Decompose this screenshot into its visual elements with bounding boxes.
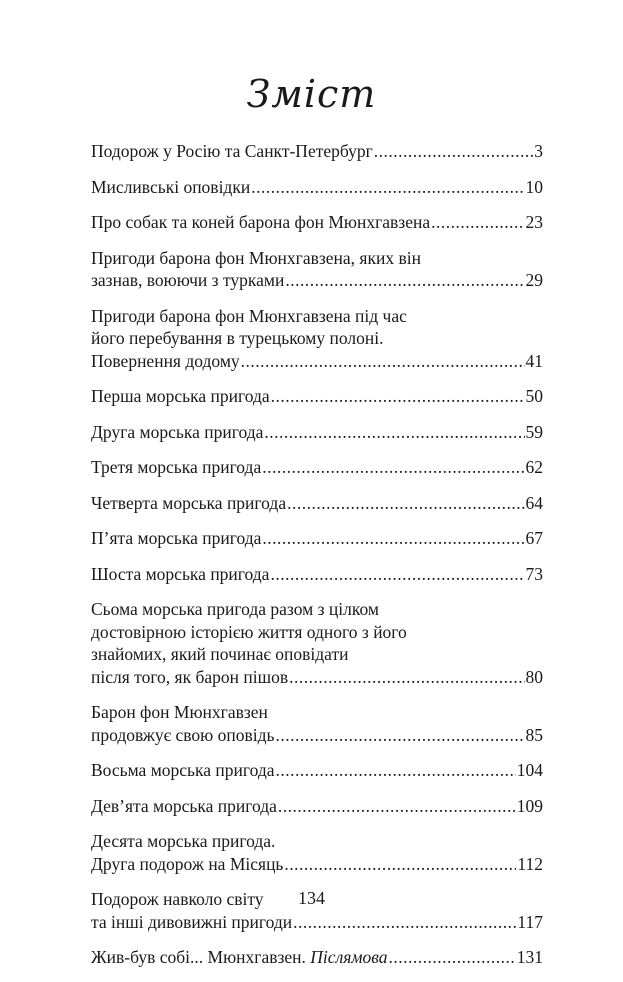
toc-entry-title-text: Четверта морська пригода xyxy=(91,492,287,513)
toc-leader-dots xyxy=(262,456,524,479)
toc-entry xyxy=(91,598,543,688)
toc-entry xyxy=(91,701,543,746)
toc-entry-line xyxy=(91,759,543,782)
toc-entry-line xyxy=(91,527,543,550)
toc-entry-line xyxy=(91,666,543,689)
toc-entry-title xyxy=(91,421,263,444)
toc-leader-dots xyxy=(241,350,525,373)
toc-entry-title-line: Барон фон Мюнхгавзен xyxy=(91,702,268,722)
toc-leader-dots xyxy=(278,795,516,818)
toc-entry-title-line: Десята морська пригода. xyxy=(91,831,276,851)
toc-leader-dots xyxy=(374,140,533,163)
toc-entry xyxy=(91,456,543,479)
toc-entry-title-line: Пригоди барона фон Мюнхгавзена, яких він xyxy=(91,247,421,268)
toc-entry-line xyxy=(91,176,543,199)
toc-entry-line xyxy=(91,853,543,876)
toc-entry-title-text: Жив-був собі... Мюнхгавзен. xyxy=(91,947,306,967)
toc-entry-page: 3 xyxy=(534,141,543,161)
toc-entry-page: 131 xyxy=(516,947,543,967)
toc-entry-page: 109 xyxy=(516,795,543,816)
page-number: 134 xyxy=(298,888,325,908)
toc-entry xyxy=(91,247,543,292)
toc-entry-page: 41 xyxy=(525,350,543,371)
toc-leader-dots xyxy=(293,911,516,934)
toc-entry-line xyxy=(91,946,543,969)
toc-entry-page: 59 xyxy=(525,421,543,442)
toc-entry-title-text: Восьма морська пригода xyxy=(91,760,275,780)
toc-entry-page: 80 xyxy=(525,666,543,687)
toc-leader-dots xyxy=(287,492,524,515)
toc-entry-title-text: після того, як барон пішов xyxy=(91,666,289,687)
toc-entry-title xyxy=(91,795,277,818)
toc-leader-dots xyxy=(264,421,524,444)
toc-entry-title-text: продовжує свою оповідь xyxy=(91,724,275,745)
toc-entry-page: 112 xyxy=(517,853,543,874)
toc-leader-dots xyxy=(285,269,524,292)
toc-entry-line xyxy=(91,140,543,163)
toc-entry-title xyxy=(91,853,283,876)
toc-entry-title-text: Друга морська пригода xyxy=(91,421,264,442)
toc-entry-line xyxy=(91,421,543,444)
toc-entry-title-text: зазнав, воюючи з турками xyxy=(91,270,285,290)
toc-entry xyxy=(91,176,543,199)
toc-entry-title-text: П’ята морська пригода xyxy=(91,528,262,548)
toc-entry-title xyxy=(91,385,270,408)
toc-entry-title-line: знайомих, який починає оповідати xyxy=(91,644,349,664)
toc-entry xyxy=(91,211,543,234)
toc-entry-line xyxy=(91,456,543,479)
toc-entry xyxy=(91,421,543,444)
toc-entry-title xyxy=(91,140,373,163)
toc-entry-title-text: Друга подорож на Місяць xyxy=(91,853,284,874)
toc-entry-title-text: Дев’ята морська пригода xyxy=(91,795,277,816)
toc-entry-title-text: Шоста морська пригода xyxy=(91,563,270,584)
toc-entry-page: 50 xyxy=(525,386,543,406)
toc-entry-page: 104 xyxy=(516,760,543,780)
toc-entry-page: 10 xyxy=(525,176,543,197)
toc-leader-dots xyxy=(276,759,516,782)
toc-entry-title xyxy=(91,269,284,292)
toc-entry-page: 117 xyxy=(517,911,543,932)
toc-entry-title xyxy=(91,492,286,515)
toc-entry-title xyxy=(91,456,261,479)
toc-entry-line xyxy=(91,350,543,373)
toc-leader-dots xyxy=(431,211,524,234)
toc-entry xyxy=(91,563,543,586)
toc-entry-line xyxy=(91,269,543,292)
toc-entry-title xyxy=(91,911,292,934)
toc-entry-line xyxy=(91,724,543,747)
toc-entry-title xyxy=(91,724,275,747)
toc-leader-dots xyxy=(289,666,524,689)
toc-entry-page: 23 xyxy=(525,212,543,232)
toc-entry xyxy=(91,492,543,515)
toc-entry-title-line: Подорож навколо світу xyxy=(91,889,264,909)
toc-entry-title xyxy=(91,759,275,782)
toc-entry xyxy=(91,795,543,818)
toc-entry-line xyxy=(91,211,543,234)
toc-entry-title-text: Подорож у Росію та Санкт-Петербург xyxy=(91,141,373,161)
toc-entry-page: 64 xyxy=(525,492,543,513)
toc-entry-title-text: Мисливські оповідки xyxy=(91,176,251,197)
toc-entry-page: 29 xyxy=(525,270,543,290)
toc-leader-dots xyxy=(270,563,524,586)
toc-entry-title xyxy=(91,527,261,550)
toc-entry-title-text: Про собак та коней барона фон Мюнхгавзена xyxy=(91,212,431,232)
toc-leader-dots xyxy=(276,724,525,747)
toc-entry-title xyxy=(91,666,288,689)
page-title: Зміст xyxy=(246,72,377,116)
toc-entry-line xyxy=(91,492,543,515)
toc-entry-title xyxy=(91,211,430,234)
toc-leader-dots xyxy=(271,385,525,408)
toc-entry-page: 62 xyxy=(525,457,543,477)
toc-leader-dots xyxy=(284,853,516,876)
toc-entry xyxy=(91,946,543,969)
toc-entry-line xyxy=(91,563,543,586)
toc-entry-title-line: Сьома морська пригода разом з цілком xyxy=(91,599,379,619)
toc-leader-dots xyxy=(388,946,515,969)
toc-entry-title-line: достовірною історією життя одного з його xyxy=(91,621,407,642)
toc-entry-title-line: Пригоди барона фон Мюнхгавзена під час xyxy=(91,305,407,326)
toc-entry xyxy=(91,305,543,373)
toc-entry-title xyxy=(91,946,387,969)
toc-entry-page: 73 xyxy=(525,563,543,584)
toc-entry xyxy=(91,759,543,782)
toc-entry-line xyxy=(91,795,543,818)
toc-entry-title-text: Третя морська пригода xyxy=(91,457,262,477)
toc-entry-line xyxy=(91,911,543,934)
toc-entry-title xyxy=(91,563,269,586)
toc-entry-page: 67 xyxy=(525,528,543,548)
toc-leader-dots xyxy=(251,176,524,199)
toc-entry xyxy=(91,830,543,875)
toc-entry-line xyxy=(91,385,543,408)
toc-entry xyxy=(91,140,543,163)
toc-entry-title-line: його перебування в турецькому полоні. xyxy=(91,328,384,348)
table-of-contents xyxy=(91,140,543,982)
toc-entry-afterword-label: Післямова xyxy=(310,947,388,967)
toc-entry-title-text: Перша морська пригода xyxy=(91,386,270,406)
toc-entry-title-text: Повернення додому xyxy=(91,350,240,371)
toc-entry-title xyxy=(91,176,250,199)
toc-entry xyxy=(91,385,543,408)
toc-entry-title-text: та інші дивовижні пригоди xyxy=(91,911,293,932)
toc-entry-page: 85 xyxy=(525,724,543,745)
toc-entry xyxy=(91,527,543,550)
toc-entry-title xyxy=(91,350,240,373)
toc-leader-dots xyxy=(262,527,524,550)
